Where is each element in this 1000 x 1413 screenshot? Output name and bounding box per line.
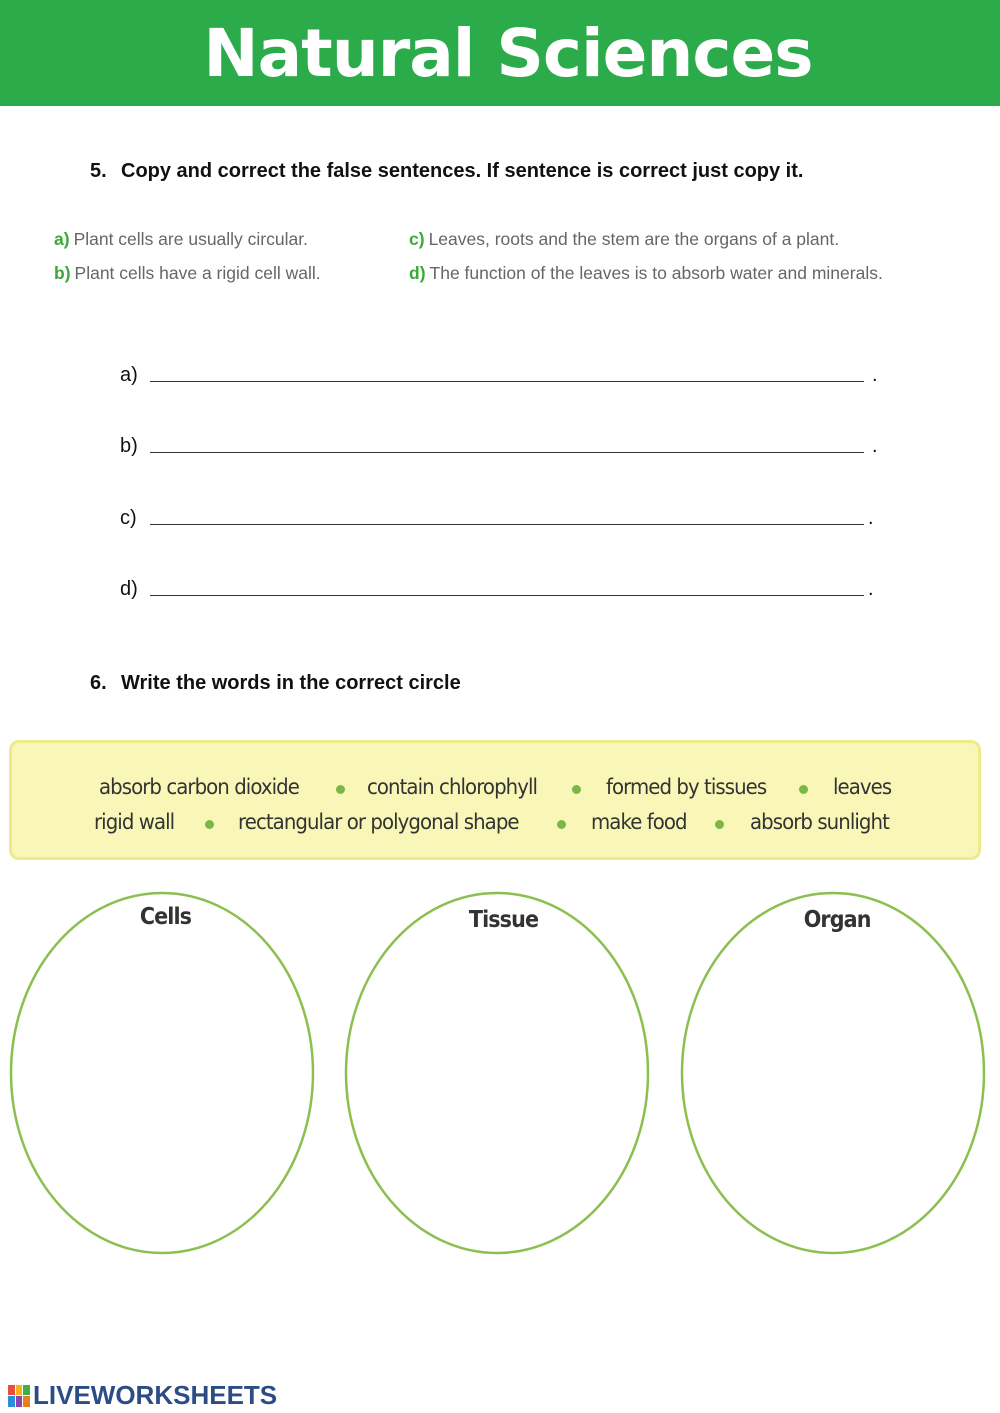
sorting-circles [0, 880, 1000, 1270]
bullet-dot [557, 820, 566, 829]
answer-c-period: . [868, 507, 874, 529]
word-bank-item: make food [591, 810, 687, 834]
word-bank-item: formed by tissues [606, 775, 767, 799]
statement-c [409, 229, 839, 250]
answer-a-label: a) [120, 364, 138, 386]
tissue-title: Tissue [468, 907, 539, 933]
answer-row-d [120, 571, 890, 601]
bullet-dot [572, 785, 581, 794]
question-5-heading [90, 160, 803, 183]
answer-row-b [120, 428, 890, 458]
bullet-dot [715, 820, 724, 829]
answer-row-a [120, 357, 890, 387]
answer-b-period: . [872, 435, 878, 457]
answer-d-period: . [868, 578, 874, 600]
liveworksheets-logo-icon [8, 1385, 30, 1407]
question-5-prompt: Copy and correct the false sentences. If sentence is correct just copy it. [121, 160, 804, 182]
answer-a-line[interactable] [150, 381, 864, 382]
bullet-dot [205, 820, 214, 829]
statement-d-text: The function of the leaves is to absorb water and minerals. [429, 263, 883, 283]
word-bank-item: contain chlorophyll [367, 775, 538, 799]
answer-d-label: d) [120, 578, 138, 600]
statement-c-text: Leaves, roots and the stem are the organs of a plant. [428, 229, 840, 249]
statement-d-label: d) [409, 263, 426, 283]
statement-a-text: Plant cells are usually circular. [73, 229, 308, 249]
word-bank [9, 740, 981, 860]
header-banner [0, 0, 1000, 106]
word-bank-item: absorb carbon dioxide [99, 775, 299, 799]
brand-name: LIVEWORKSHEETS [33, 1380, 278, 1410]
statement-b-text: Plant cells have a rigid cell wall. [74, 263, 321, 283]
statement-a-label: a) [54, 229, 70, 249]
question-6-prompt: Write the words in the correct circle [121, 672, 461, 694]
word-bank-item: rectangular or polygonal shape [238, 810, 519, 834]
organ-circle[interactable] [682, 893, 984, 1253]
answer-a-period: . [872, 364, 878, 386]
statement-d [409, 263, 883, 284]
cells-circle[interactable] [11, 893, 313, 1253]
question-6-number: 6. [90, 672, 107, 694]
answer-b-line[interactable] [150, 452, 864, 453]
statement-b [54, 263, 321, 284]
word-bank-item: absorb sunlight [750, 810, 889, 834]
tissue-circle[interactable] [346, 893, 648, 1253]
page-title: Natural Sciences [203, 14, 813, 92]
statement-a [54, 229, 308, 250]
word-bank-item: rigid wall [94, 810, 175, 834]
statement-c-label: c) [409, 229, 425, 249]
organ-title: Organ [803, 907, 871, 933]
bullet-dot [799, 785, 808, 794]
answer-row-c [120, 500, 890, 530]
statement-b-label: b) [54, 263, 71, 283]
cells-title: Cells [139, 904, 192, 930]
answer-b-label: b) [120, 435, 138, 457]
bullet-dot [336, 785, 345, 794]
liveworksheets-logo [8, 1380, 277, 1411]
answer-d-line[interactable] [150, 595, 864, 596]
answer-c-line[interactable] [150, 524, 864, 525]
word-bank-item: leaves [833, 775, 892, 799]
question-5-number: 5. [90, 160, 107, 182]
question-6-heading [90, 672, 461, 695]
answer-c-label: c) [120, 507, 137, 529]
